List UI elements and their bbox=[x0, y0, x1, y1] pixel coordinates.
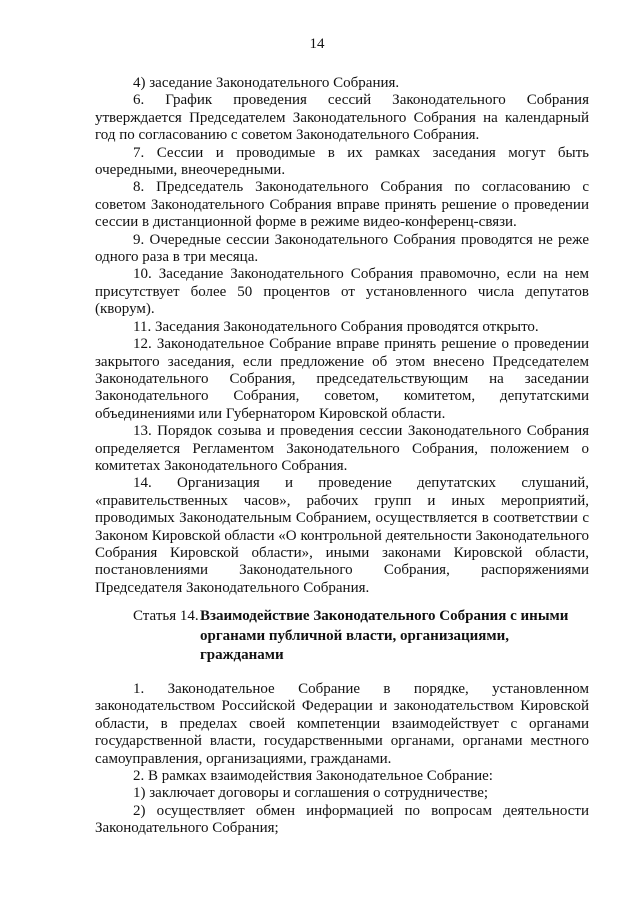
paragraph-13: 13. Порядок созыва и проведения сессии Законодательного Собрания определяется Регламентом Законодательного Собрания, положением о комитетах Законодательного Собрания. bbox=[95, 423, 589, 474]
paragraph-7: 7. Сессии и проводимые в их рамках заседания могут быть очередными, внеочередными. bbox=[95, 144, 589, 179]
paragraph-9: 9. Очередные сессии Законодательного Собрания проводятся не реже одного раза в три месяца. bbox=[95, 231, 589, 266]
paragraph-8: 8. Председатель Законодательного Собрания по согласованию с советом Законодательного Собрания вправе принять решение о проведении сессии в дистанционной форме в режиме видео-конференц-связи. bbox=[95, 179, 589, 231]
article-paragraph-2: 2. В рамках взаимодействия Законодательное Собрание: bbox=[133, 768, 493, 785]
article-number: Статья 14. bbox=[133, 608, 199, 624]
article-subitem-2: 2) осуществляет обмен информацией по вопросам деятельности Законодательного Собрания; bbox=[95, 802, 589, 837]
article-title: Взаимодействие Законодательного Собрания с иными органами публичной власти, организациями, гражданами bbox=[200, 608, 569, 663]
paragraph-item-4: 4) заседание Законодательного Собрания. bbox=[133, 75, 400, 91]
paragraph-14: 14. Организация и проведение депутатских слушаний, «правительственных часов», рабочих групп и иных мероприятий, проводимых Законодательным Собранием, осуществляется в соответствии с Законом Кировской области «О контрольной деятельности Законодательного Собрания Кировской области», иными законами Кировской области, постановлениями Законодательного Собрания, распоряжениями Председателя Законодательного Собрания. bbox=[95, 475, 589, 596]
page-number: 14 bbox=[309, 36, 325, 52]
body-text-bottom bbox=[95, 681, 589, 838]
article-subitem-1: 1) заключает договоры и соглашения о сотрудничестве; bbox=[133, 785, 489, 802]
paragraph-10: 10. Заседание Законодательного Собрания правомочно, если на нем присутствует более 50 процентов от установленного числа депутатов (кворум). bbox=[95, 266, 589, 318]
body-text-top bbox=[95, 75, 589, 597]
paragraph-11: 11. Заседания Законодательного Собрания проводятся открыто. bbox=[133, 318, 539, 335]
article-paragraph-1: 1. Законодательное Собрание в порядке, установленном законодательством Российской Федерации и законодательством Кировской области, в пределах своей компетенции взаимодействует с органами государственной власти, государственными органами, органами местного самоуправления, организациями, гражданами. bbox=[95, 681, 589, 767]
paragraph-6: 6. График проведения сессий Законодательного Собрания утверждается Председателем Законодательного Собрания на календарный год по согласованию с советом Законодательного Собрания. bbox=[95, 92, 589, 144]
paragraph-12: 12. Законодательное Собрание вправе принять решение о проведении закрытого заседания, если предложение об этом внесено Председателем Законодательного Собрания, председательствующим на заседании Законодательного Собрания, советом, комитетом, депутатскими объединениями или Губернатором Кировской области. bbox=[95, 336, 589, 422]
